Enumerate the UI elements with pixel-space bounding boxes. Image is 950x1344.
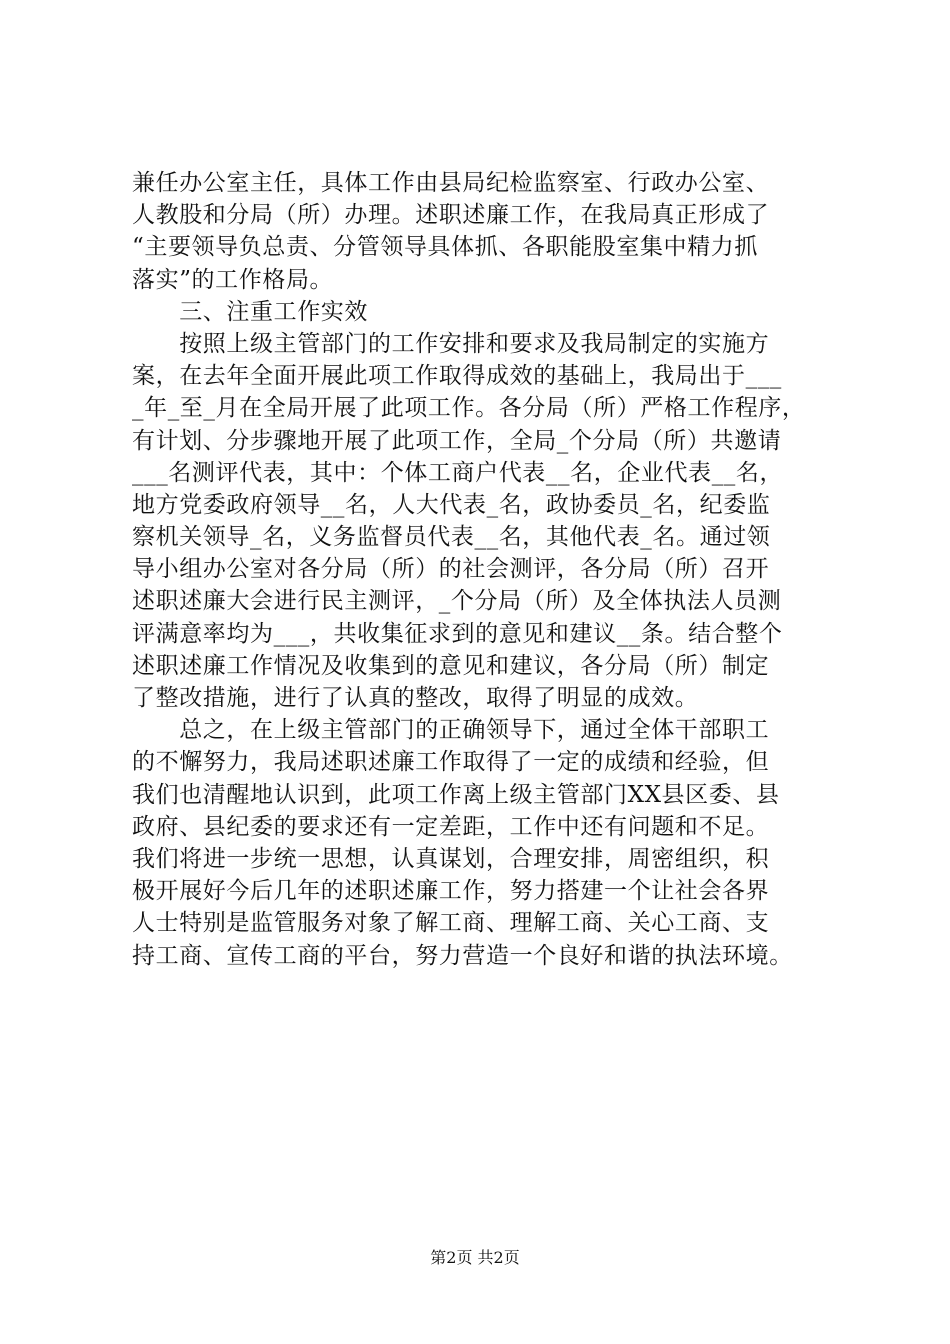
text-line: “主要领导负总责、分管领导具体抓、各职能股室集中精力抓 (132, 234, 758, 261)
text-line: 兼任办公室主任，具体工作由县局纪检监察室、行政办公室、 (132, 170, 770, 196)
text-line: 我们也清醒地认识到，此项工作离上级主管部门XX县区委、县 (132, 781, 780, 808)
document-body (132, 167, 848, 972)
section-heading: 三、注重工作实效 (132, 298, 368, 325)
text-line: ___名测评代表，其中：个体工商户代表__名，企业代表__名， (132, 459, 784, 486)
text-line: 我们将进一步统一思想，认真谋划，合理安排，周密组织，积 (132, 845, 770, 872)
text-line: 地方党委政府领导__名，人大代表_名，政协委员_名，纪委监 (132, 491, 771, 518)
text-line: 的不懈努力，我局述职述廉工作取得了一定的成绩和经验，但 (132, 749, 770, 776)
text-line: 人教股和分局（所）办理。述职述廉工作，在我局真正形成了 (132, 202, 770, 229)
text-line: 持工商、宣传工商的平台，努力营造一个良好和谐的执法环境。 (132, 942, 793, 969)
text-line: _年_至_月在全局开展了此项工作。各分局（所）严格工作程序， (132, 395, 806, 422)
text-line: 人士特别是监管服务对象了解工商、理解工商、关心工商、支 (132, 910, 770, 937)
text-line: 察机关领导_名，义务监督员代表__名，其他代表_名。通过领 (132, 524, 771, 551)
text-line: 落实”的工作格局。 (132, 266, 334, 293)
text-line: 述职述廉工作情况及收集到的意见和建议，各分局（所）制定 (132, 652, 770, 679)
text-line: 政府、县纪委的要求还有一定差距，工作中还有问题和不足。 (132, 813, 770, 840)
text-line: 案，在去年全面开展此项工作取得成效的基础上，我局出于___ (132, 363, 782, 390)
text-line: 极开展好今后几年的述职述廉工作，努力搭建一个让社会各界 (132, 878, 770, 905)
text-line: 总之，在上级主管部门的正确领导下，通过全体干部职工 (132, 717, 770, 744)
text-line: 有计划、分步骤地开展了此项工作，全局_个分局（所）共邀请 (132, 427, 782, 454)
text-line: 了整改措施，进行了认真的整改，取得了明显的成效。 (132, 685, 699, 711)
page-number-footer: 第2页 共2页 (430, 1248, 520, 1267)
text-line: 按照上级主管部门的工作安排和要求及我局制定的实施方 (132, 330, 770, 357)
text-line: 评满意率均为___，共收集征求到的意见和建议__条。结合整个 (132, 620, 783, 647)
text-line: 导小组办公室对各分局（所）的社会测评，各分局（所）召开 (132, 556, 770, 583)
text-line: 述职述廉大会进行民主测评，_个分局（所）及全体执法人员测 (132, 588, 782, 615)
